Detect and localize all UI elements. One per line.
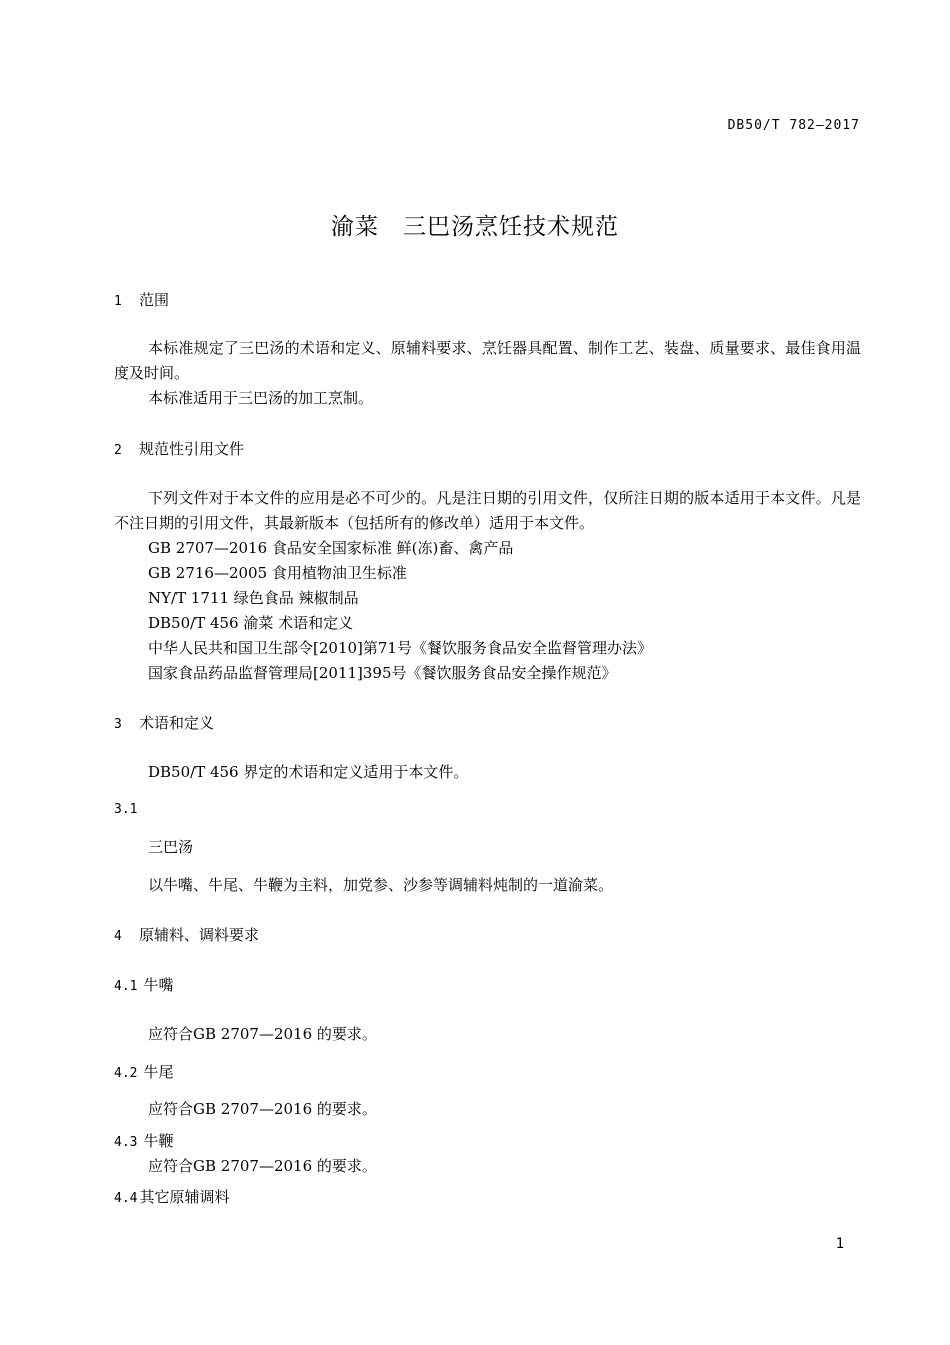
subsection-number: 4.2 bbox=[114, 1066, 138, 1081]
section-2-heading bbox=[114, 438, 244, 459]
section-title: 原辅料、调料要求 bbox=[139, 926, 260, 944]
subsection-4-1-text: 应符合GB 2707—2016 的要求。 bbox=[148, 1025, 377, 1043]
subsection-4-2-heading bbox=[114, 1061, 174, 1082]
subsection-4-3-heading bbox=[114, 1130, 174, 1151]
reference-item: 国家食品药品监督管理局[2011]395号《餐饮服务食品安全操作规范》 bbox=[148, 664, 617, 682]
subsection-title: 牛尾 bbox=[143, 1063, 174, 1081]
subsection-number: 4.1 bbox=[114, 979, 138, 994]
reference-item: NY/T 1711 绿色食品 辣椒制品 bbox=[148, 589, 359, 607]
section-4-heading bbox=[114, 924, 259, 945]
subsection-4-2-text: 应符合GB 2707—2016 的要求。 bbox=[148, 1100, 377, 1118]
reference-item: GB 2716—2005 食用植物油卫生标准 bbox=[148, 564, 407, 582]
term-definition: 以牛嘴、牛尾、牛鞭为主料，加党参、沙参等调辅料炖制的一道渝菜。 bbox=[148, 876, 614, 894]
subsection-number: 4.4 bbox=[114, 1191, 138, 1206]
section-3-intro: DB50/T 456 界定的术语和定义适用于本文件。 bbox=[148, 763, 469, 781]
subsection-4-3-text: 应符合GB 2707—2016 的要求。 bbox=[148, 1157, 377, 1175]
reference-item: DB50/T 456 渝菜 术语和定义 bbox=[148, 614, 354, 632]
section-title: 术语和定义 bbox=[139, 714, 215, 732]
section-number: 4 bbox=[114, 929, 122, 944]
section-number: 3 bbox=[114, 717, 122, 732]
section-number: 2 bbox=[114, 443, 122, 458]
term-name: 三巴汤 bbox=[148, 838, 194, 856]
section-title: 范围 bbox=[139, 291, 170, 309]
subsection-title: 牛鞭 bbox=[143, 1132, 174, 1150]
section-number: 1 bbox=[114, 294, 122, 309]
section-1-paragraph-2: 本标准适用于三巴汤的加工烹制。 bbox=[148, 389, 374, 407]
reference-item: 中华人民共和国卫生部令[2010]第71号《餐饮服务食品安全监督管理办法》 bbox=[148, 639, 652, 657]
section-title: 规范性引用文件 bbox=[139, 440, 245, 458]
section-1-heading bbox=[114, 289, 169, 310]
subsection-4-4-heading bbox=[114, 1186, 230, 1207]
subsection-number: 4.3 bbox=[114, 1135, 138, 1150]
subsection-4-1-heading bbox=[114, 974, 174, 995]
page-number: 1 bbox=[835, 1236, 844, 1252]
document-title: 渝菜 三巴汤烹饪技术规范 bbox=[331, 214, 619, 240]
subsection-title: 其它原辅调料 bbox=[139, 1188, 230, 1206]
section-3-heading bbox=[114, 712, 214, 733]
doc-number: DB50/T 782—2017 bbox=[727, 118, 860, 133]
section-2-intro: 下列文件对于本文件的应用是必不可少的。凡是注日期的引用文件，仅所注日期的版本适用于本文件。凡是不注日期的引用文件，其最新版本（包括所有的修改单）适用于本文件。 bbox=[114, 489, 861, 532]
reference-item: GB 2707—2016 食品安全国家标准 鲜(冻)畜、禽产品 bbox=[148, 539, 514, 557]
section-1-paragraph-1: 本标准规定了三巴汤的术语和定义、原辅料要求、烹饪器具配置、制作工艺、装盘、质量要求、最佳食用温度及时间。 bbox=[114, 339, 861, 382]
subsection-title: 牛嘴 bbox=[143, 976, 174, 994]
subsection-number: 3.1 bbox=[114, 802, 138, 817]
